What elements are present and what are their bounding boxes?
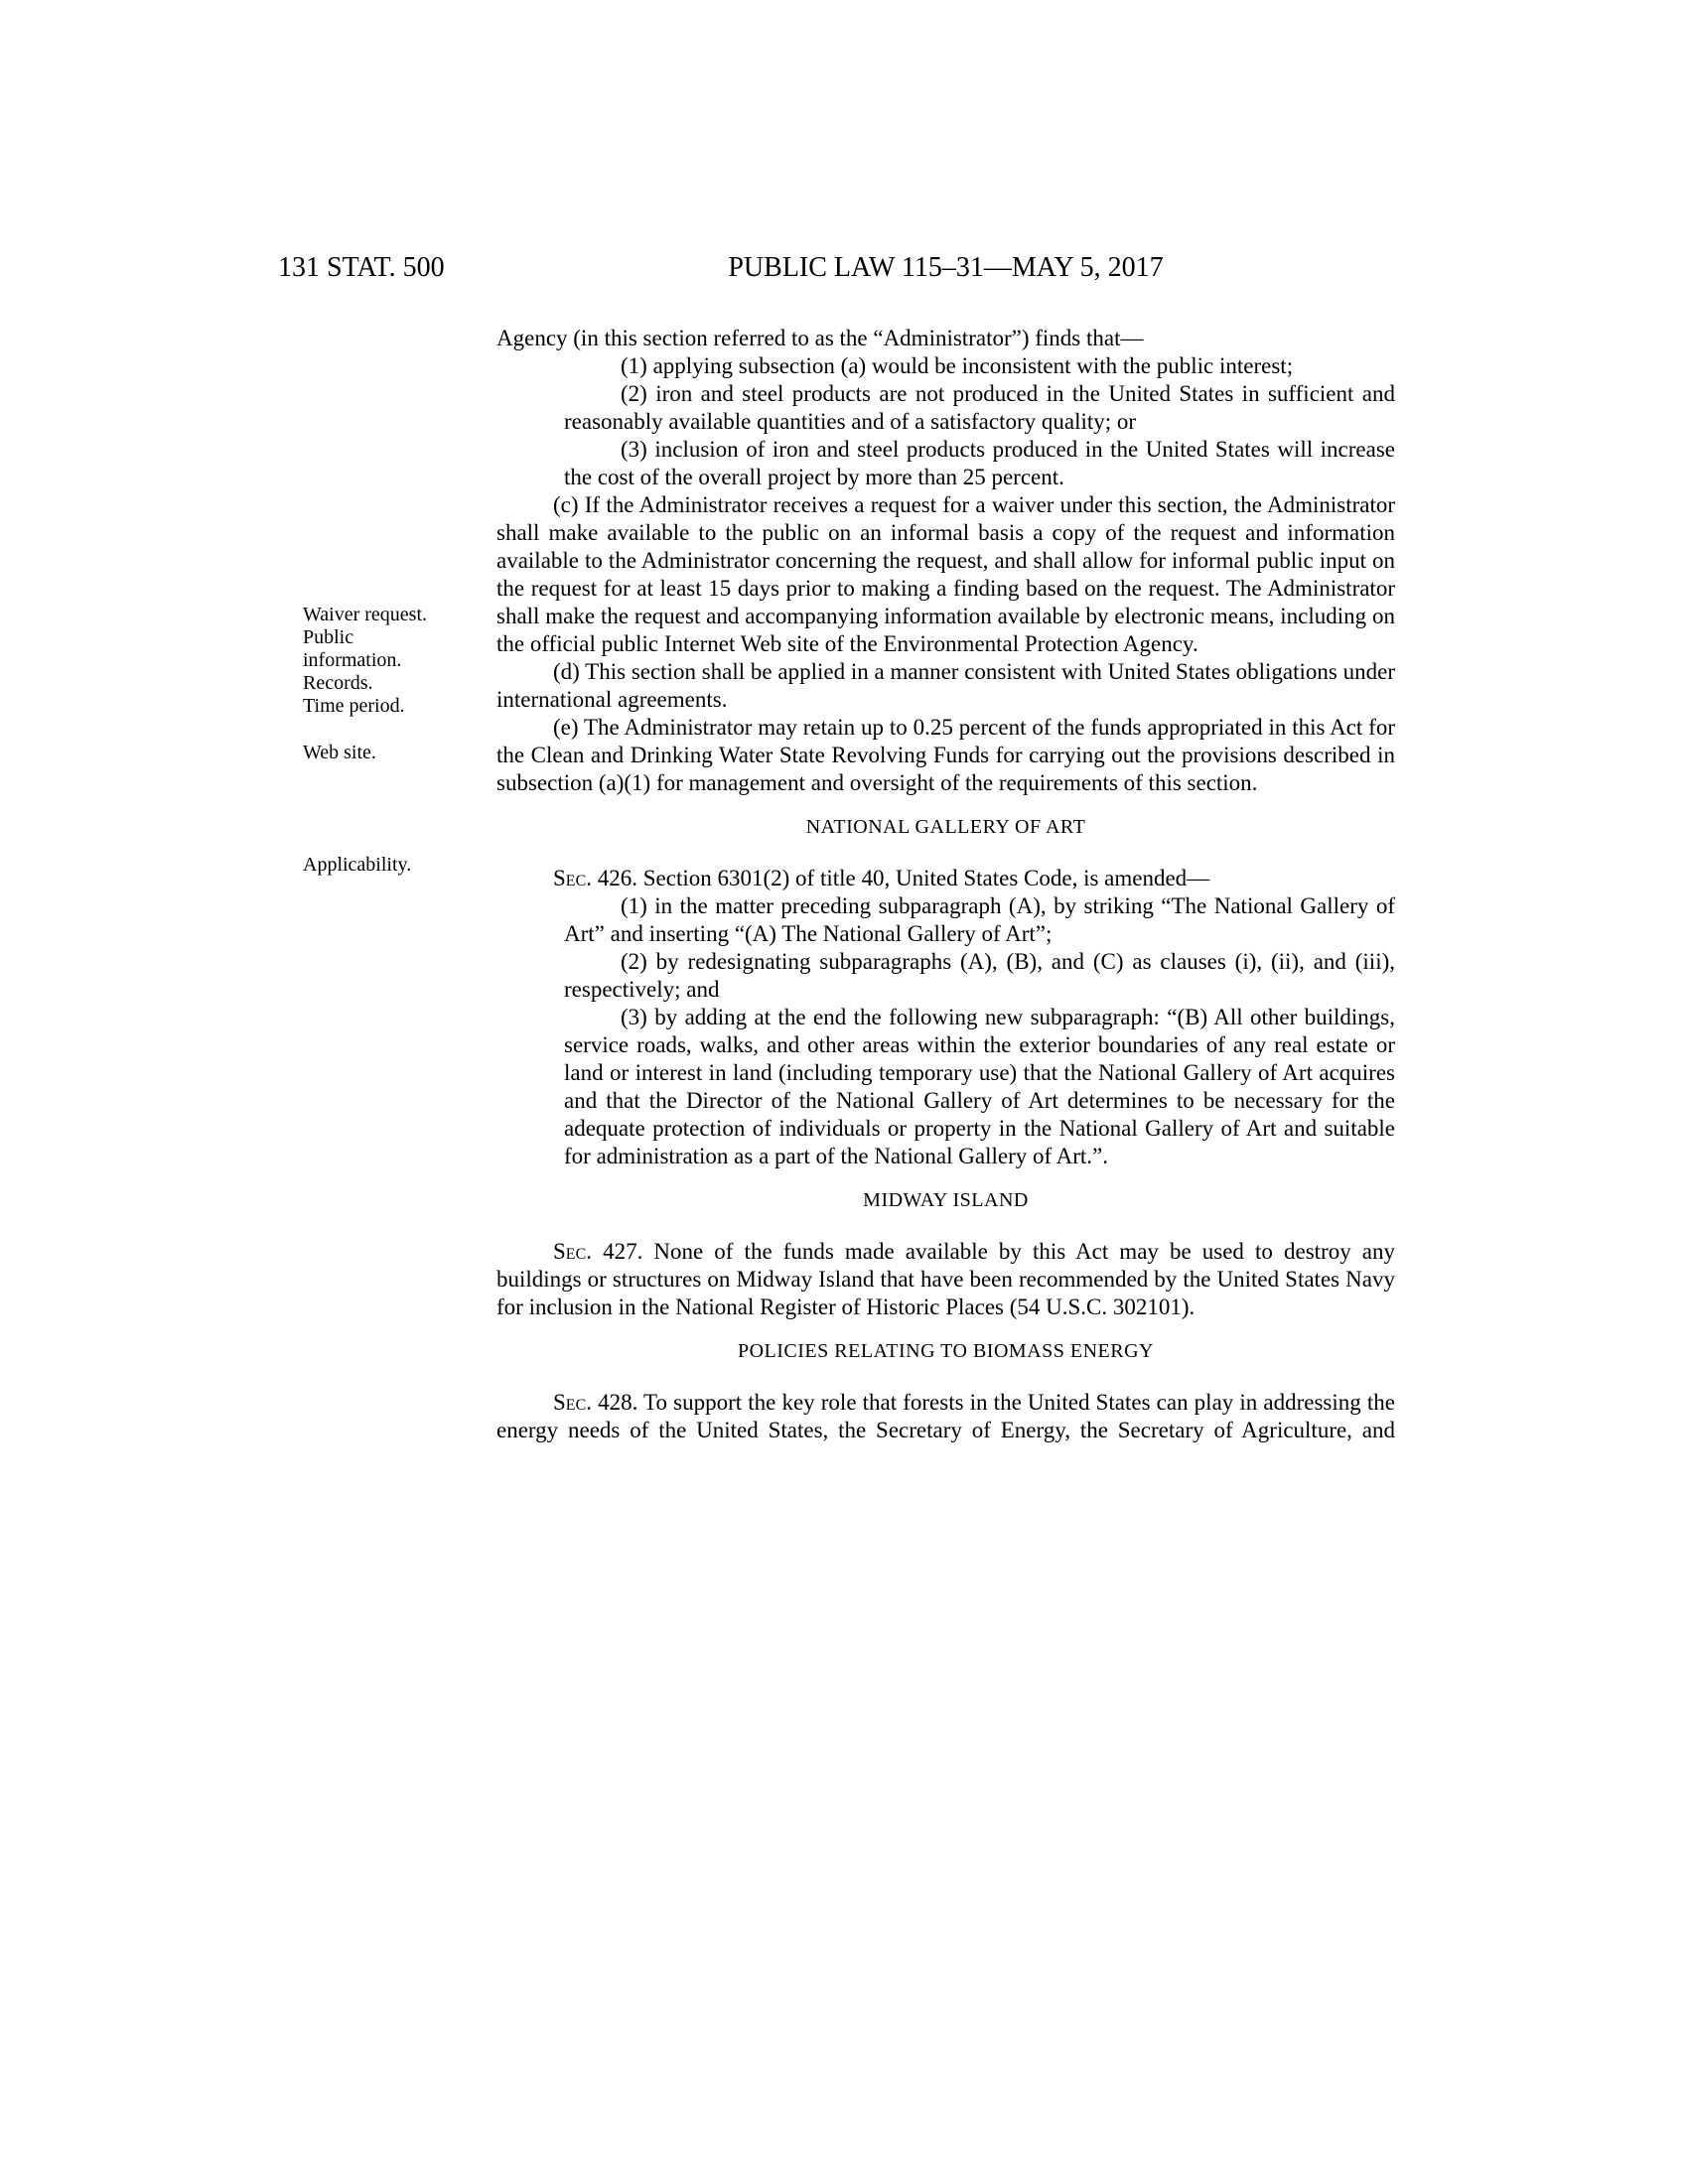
clause-3-cost-increase: (3) inclusion of iron and steel products produced in the United States will increase the cost of the overall project by more than 25 percent. (564, 437, 1395, 489)
crossheading-midway-island: MIDWAY ISLAND (863, 1189, 1029, 1211)
crossheading-national-gallery-of-art: NATIONAL GALLERY OF ART (805, 816, 1086, 838)
margin-note-line: Records. (303, 672, 373, 694)
section-427-label: Sec. 427. (553, 1239, 643, 1264)
crossheading-biomass-energy: POLICIES RELATING TO BIOMASS ENERGY (737, 1340, 1154, 1362)
margin-note-line: Web site. (303, 742, 376, 763)
margin-note-line: information. (303, 649, 402, 671)
section-428-label: Sec. 428. (553, 1390, 638, 1415)
subsection-d-applicability: (d) This section shall be applied in a manner consistent with United States obligations under international agreements. (496, 659, 1395, 712)
statute-body-column (496, 325, 1395, 1444)
section-428-paragraph (496, 1389, 1395, 1444)
clause-1-matter-preceding: (1) in the matter preceding subparagraph (A), by striking “The National Gallery of Art” and inserting “(A) The National Gallery of Art”; (564, 893, 1395, 946)
clause-2-redesignating: (2) by redesignating subparagraphs (A), (B), and (C) as clauses (i), (ii), and (iii), respectively; and (564, 949, 1395, 1002)
margin-note-applicability (303, 854, 487, 877)
paragraph-continuation-agency: Agency (in this section referred to as the “Administrator”) finds that— (496, 326, 1144, 350)
section-428-text: To support the key role that forests in the United States can play in addressing the energy needs of the United States, the Secretary of Energy, the Secretary of Agriculture, and (496, 1390, 1395, 1442)
subsection-e-retention: (e) The Administrator may retain up to 0.25 percent of the funds appropriated in this Act for the Clean and Drinking Water State Revolving Funds for carrying out the provisions described in subsection (a)(1) for management and oversight of the requirements of this section. (496, 715, 1395, 795)
clause-1-public-interest: (1) applying subsection (a) would be inconsistent with the public interest; (621, 353, 1294, 378)
section-427-paragraph (496, 1238, 1395, 1321)
public-law-title: PUBLIC LAW 115–31—MAY 5, 2017 (728, 252, 1164, 283)
clause-2-iron-steel: (2) iron and steel products are not produced in the United States in sufficient and reasonably available quantities and of a satisfactory quality; or (564, 381, 1395, 434)
margin-note-web-site (303, 742, 487, 764)
section-426-label: Sec. 426. (553, 866, 637, 890)
margin-note-line: Public (303, 626, 354, 648)
subsection-c-waiver: (c) If the Administrator receives a request for a waiver under this section, the Administrator shall make available to the public on an informal basis a copy of the request and information available to the Administrator concerning the request, and shall allow for informal public input on the request for at least 15 days prior to making a finding based on the request. The Administrator shall make the request and accompanying information available by electronic means, including on the official public Internet Web site of the Environmental Protection Agency. (496, 492, 1395, 656)
margin-note-line: Waiver request. (303, 604, 427, 625)
section-426-text: Section 6301(2) of title 40, United States Code, is amended— (637, 866, 1210, 890)
statutes-at-large-page-number: 131 STAT. 500 (278, 252, 445, 283)
margin-note-waiver-request (303, 604, 487, 718)
clause-3-new-subparagraph: (3) by adding at the end the following new subparagraph: “(B) All other buildings, service roads, walks, and other areas within the exterior boundaries of any real estate or land or interest in land (including temporary use) that the National Gallery of Art acquires and that the Director of the National Gallery of Art determines to be necessary for the adequate protection of individuals or property in the National Gallery of Art and suitable for administration as a part of the National Gallery of Art.”. (564, 1005, 1395, 1168)
margin-note-line: Applicability. (303, 854, 412, 876)
margin-note-line: Time period. (303, 695, 405, 717)
section-426-paragraph (496, 865, 1395, 892)
section-427-text: None of the funds made available by this Act may be used to destroy any buildings or structures on Midway Island that have been recommended by the United States Navy for inclusion in the National Register of Historic Places (54 U.S.C. 302101). (496, 1239, 1395, 1319)
